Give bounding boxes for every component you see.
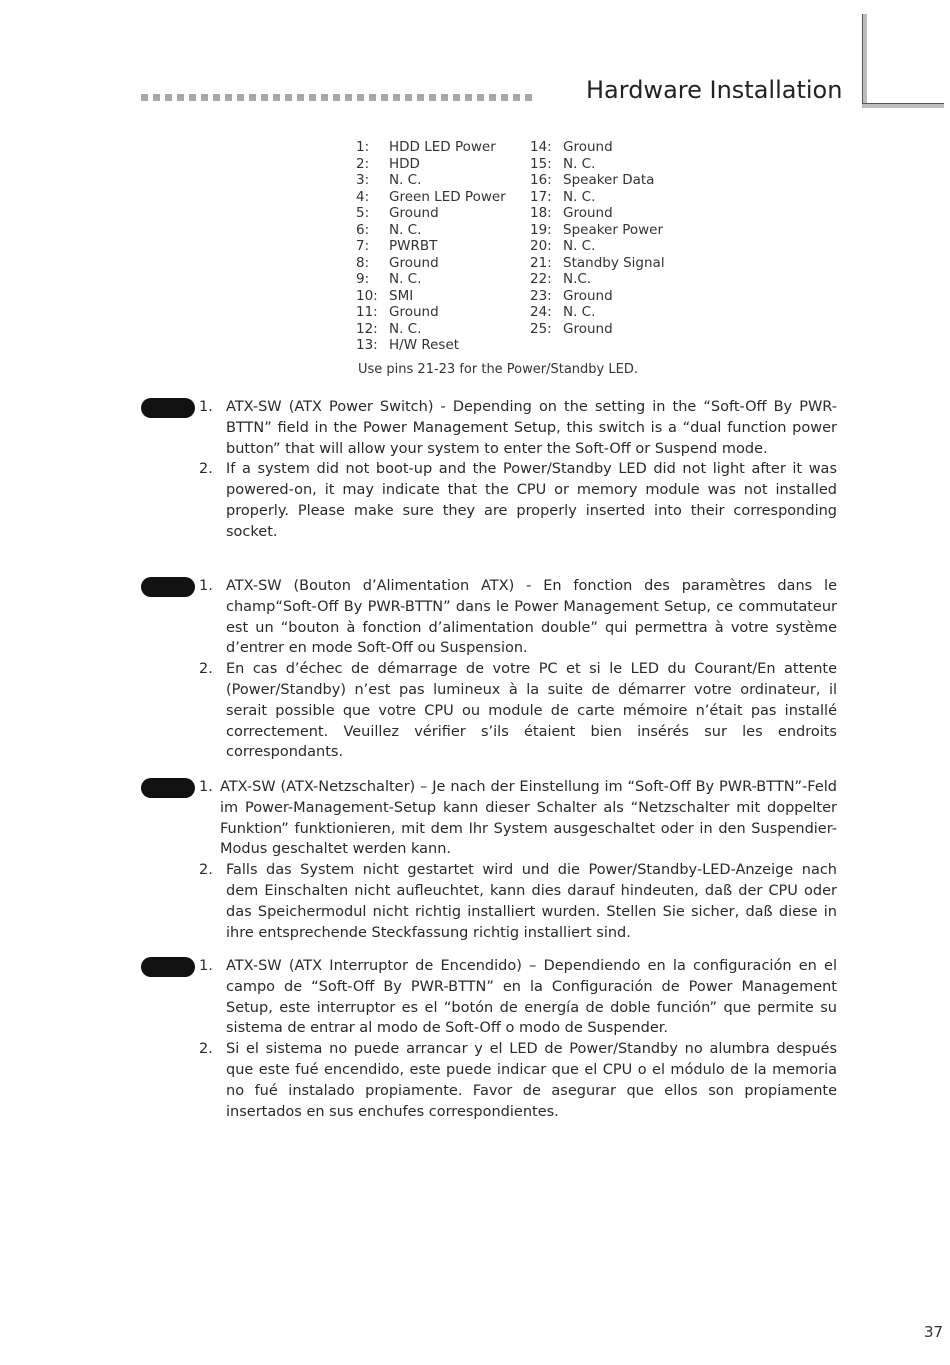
pin-label: PWRBT	[389, 238, 438, 254]
dot	[441, 94, 448, 101]
pin-row	[530, 255, 665, 272]
dot	[261, 94, 268, 101]
dot	[189, 94, 196, 101]
dot	[417, 94, 424, 101]
pin-number: 23:	[530, 287, 552, 304]
pin-row	[356, 304, 506, 321]
dot	[333, 94, 340, 101]
pin-number: 1:	[356, 139, 370, 155]
item-number: 2.	[199, 661, 213, 678]
pin-row	[356, 337, 506, 354]
dot	[153, 94, 160, 101]
list-item	[141, 956, 837, 1039]
dot	[249, 94, 256, 101]
pin-list-right	[530, 139, 665, 337]
dot	[201, 94, 208, 101]
pin-label: HDD	[389, 155, 420, 172]
item-number: 1.	[199, 958, 213, 974]
pin-number: 22:	[530, 271, 552, 287]
pin-label: N. C.	[389, 221, 422, 238]
pin-label: Ground	[563, 139, 613, 155]
dot	[309, 94, 316, 101]
dot	[405, 94, 412, 101]
pin-row	[356, 189, 506, 206]
dot	[393, 94, 400, 101]
pin-label: H/W Reset	[389, 337, 460, 353]
dot	[237, 94, 244, 101]
item-number: 2.	[199, 1041, 213, 1058]
dot	[513, 94, 520, 101]
dot	[357, 94, 364, 101]
dot	[177, 94, 184, 101]
pin-number: 11:	[356, 304, 378, 320]
list-item	[141, 397, 837, 459]
pin-row	[356, 321, 506, 338]
pin-label: HDD LED Power	[389, 139, 496, 155]
pin-label: Ground	[563, 287, 613, 304]
pin-number: 17:	[530, 188, 552, 205]
language-tab-english	[141, 398, 195, 418]
item-text: If a system did not boot-up and the Power/Standby LED did not light after it was powered-on, it may indicate that the CPU or memory module was not installed properly. Please make sure they are properly inserted into their corresponding socket.	[226, 461, 837, 540]
pin-list-left	[356, 139, 506, 354]
item-text: ATX-SW (ATX Power Switch) - Depending on the setting in the “Soft-Off By PWR-BTTN” field in the Power Management Setup, this switch is a “dual function power button” that will allow your system to enter the Soft-Off or Suspend mode.	[226, 399, 837, 457]
corner-decoration-vertical	[862, 14, 867, 106]
pin-number: 9:	[356, 271, 370, 287]
pin-row	[530, 139, 665, 156]
pin-row	[356, 172, 506, 189]
dot	[273, 94, 280, 101]
pin-label: Speaker Data	[563, 172, 655, 188]
pin-number: 2:	[356, 155, 370, 172]
pin-number: 3:	[356, 172, 370, 188]
page-number: 37	[924, 1323, 944, 1341]
pin-number: 13:	[356, 337, 378, 353]
pin-number: 10:	[356, 287, 378, 304]
list-item	[141, 576, 837, 659]
dot	[465, 94, 472, 101]
item-text: Si el sistema no puede arrancar y el LED de Power/Standby no alumbra después que este fué encendido, este puede indicar que el CPU o el módulo de la memoria no fué instalado propiamente. Favor de asegurar que ellos son propiamente insertados en sus enchufes correspondientes.	[226, 1041, 837, 1120]
pin-row	[356, 288, 506, 305]
pin-row	[530, 288, 665, 305]
pin-label: N. C.	[563, 304, 596, 320]
pin-number: 14:	[530, 139, 552, 155]
pin-number: 7:	[356, 238, 370, 254]
pin-label: Standby Signal	[563, 254, 665, 271]
pin-label: Ground	[389, 254, 439, 271]
dot	[213, 94, 220, 101]
item-text: En cas d’échec de démarrage de votre PC et si le LED du Courant/En attente (Power/Standby) n’est pas lumineux à la suite de démarrer votre ordinateur, il serait possible que votre CPU ou module de carte mémoire n’était pas installé correctement. Veuillez vérifier s’ils étaient bien insérés sur les endroits correspondants.	[226, 661, 837, 761]
dot	[501, 94, 508, 101]
pin-number: 6:	[356, 221, 370, 238]
pin-row	[356, 255, 506, 272]
pin-number: 19:	[530, 221, 552, 238]
pin-label: Ground	[563, 205, 613, 221]
pin-row	[530, 238, 665, 255]
dot	[489, 94, 496, 101]
pin-note: Use pins 21-23 for the Power/Standby LED.	[358, 362, 638, 377]
dot	[477, 94, 484, 101]
pin-row	[530, 156, 665, 173]
pin-number: 4:	[356, 188, 370, 205]
pin-label: N. C.	[563, 238, 596, 254]
language-tab-german	[141, 778, 195, 798]
language-tab-french	[141, 577, 195, 597]
item-text: ATX-SW (ATX Interruptor de Encendido) – Dependiendo en la configuración en el campo de “Soft-Off By PWR-BTTN” en la Configuración de Power Management Setup, este interruptor es el “botón de energía de doble función” que permite su sistema de entrar al modo de Soft-Off o modo de Suspender.	[226, 958, 837, 1037]
dot	[345, 94, 352, 101]
pin-row	[530, 189, 665, 206]
section-english	[141, 397, 837, 543]
item-number: 2.	[199, 461, 213, 478]
pin-number: 24:	[530, 304, 552, 320]
pin-number: 15:	[530, 155, 552, 172]
pin-label: Ground	[389, 205, 439, 221]
dot	[285, 94, 292, 101]
pin-row	[530, 304, 665, 321]
pin-label: SMI	[389, 287, 414, 304]
pin-label: Speaker Power	[563, 221, 664, 238]
list-item	[141, 777, 837, 860]
list-item	[141, 860, 837, 943]
dot	[321, 94, 328, 101]
pin-label: Green LED Power	[389, 188, 506, 205]
pin-row	[356, 238, 506, 255]
dot	[453, 94, 460, 101]
item-number: 1.	[199, 578, 213, 594]
pin-row	[530, 172, 665, 189]
list-item	[141, 1039, 837, 1122]
item-number: 1.	[199, 399, 213, 415]
pin-label: Ground	[389, 304, 439, 320]
pin-label: N. C.	[563, 188, 596, 205]
dot	[165, 94, 172, 101]
section-german	[141, 777, 837, 943]
pin-number: 21:	[530, 254, 552, 271]
dot	[369, 94, 376, 101]
section-french	[141, 576, 837, 763]
pin-label: N.C.	[563, 271, 592, 287]
header-dot-rule	[141, 94, 532, 101]
list-item	[141, 659, 837, 763]
pin-number: 20:	[530, 238, 552, 254]
pin-number: 12:	[356, 320, 378, 337]
section-spanish	[141, 956, 837, 1122]
dot	[225, 94, 232, 101]
pin-row	[530, 271, 665, 288]
pin-label: N. C.	[389, 172, 422, 188]
pin-row	[356, 205, 506, 222]
item-number: 1.	[199, 779, 213, 795]
list-item	[141, 459, 837, 542]
pin-label: Ground	[563, 320, 613, 337]
pin-row	[530, 222, 665, 239]
item-text: Falls das System nicht gestartet wird und die Power/Standby-LED-Anzeige nach dem Einschalten nicht aufleuchtet, kann dies darauf hindeuten, daß der CPU oder das Speichermodul nicht richtig installiert wurden. Stellen Sie sicher, daß diese in ihre entsprechende Steckfassung richtig installiert sind.	[226, 862, 837, 941]
pin-row	[356, 222, 506, 239]
item-number: 2.	[199, 862, 213, 879]
language-tab-spanish	[141, 957, 195, 977]
pin-row	[356, 156, 506, 173]
item-text: ATX-SW (Bouton d’Alimentation ATX) - En fonction des paramètres dans le champ“Soft-Off By PWR-BTTN” dans le Power Management Setup, ce commutateur est un “bouton à fonction d’alimentation double” qui permettra à votre système d’entrer en mode Soft-Off ou Suspension.	[226, 578, 837, 657]
dot	[297, 94, 304, 101]
item-text: ATX-SW (ATX-Netzschalter) – Je nach der Einstellung im “Soft-Off By PWR-BTTN”-Feld im Power-Management-Setup kann dieser Schalter als “Netzschalter mit doppelter Funktion” funktionieren, mit dem Ihr System ausgeschaltet oder in den Suspendier-Modus geschaltet werden kann.	[220, 779, 837, 858]
pin-label: N. C.	[389, 271, 422, 287]
corner-decoration-horizontal	[862, 103, 944, 108]
pin-number: 5:	[356, 205, 370, 221]
pin-number: 25:	[530, 320, 552, 337]
dot	[525, 94, 532, 101]
pin-row	[530, 321, 665, 338]
pin-row	[530, 205, 665, 222]
dot	[429, 94, 436, 101]
dot	[141, 94, 148, 101]
pin-number: 18:	[530, 205, 552, 221]
dot	[381, 94, 388, 101]
pin-row	[356, 271, 506, 288]
pin-number: 8:	[356, 254, 370, 271]
pin-number: 16:	[530, 172, 552, 188]
pin-row	[356, 139, 506, 156]
pin-label: N. C.	[563, 155, 596, 172]
pin-label: N. C.	[389, 320, 422, 337]
page-title: Hardware Installation	[586, 76, 843, 104]
